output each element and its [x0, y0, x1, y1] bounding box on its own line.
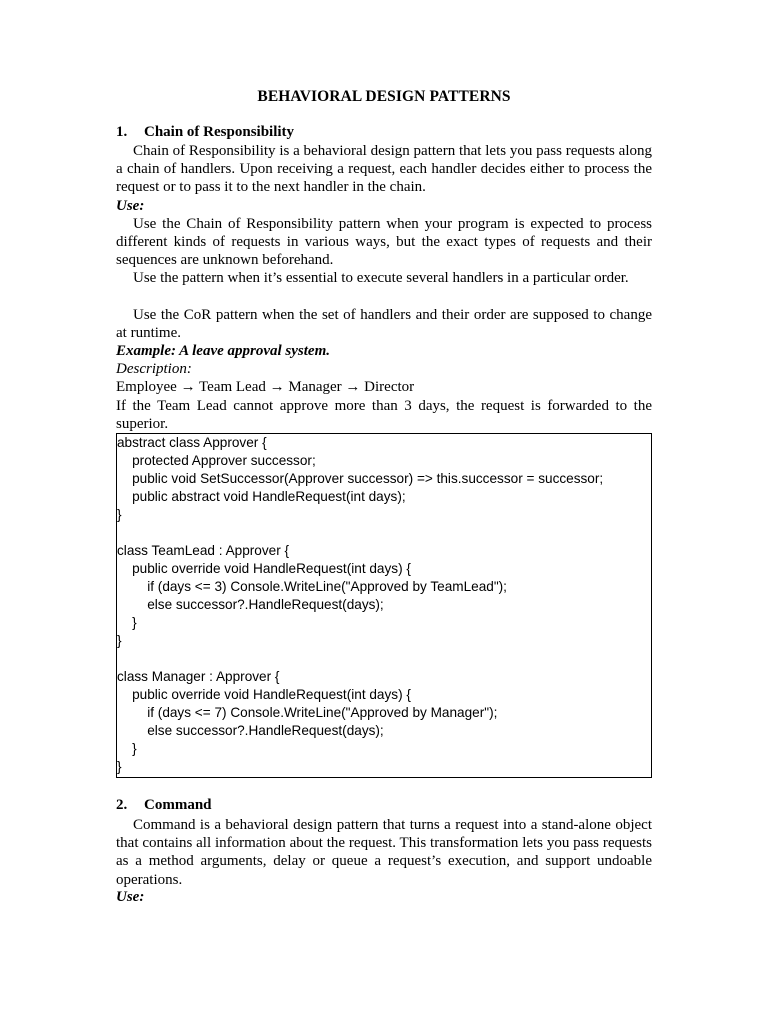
section-1-number: 1.: [116, 124, 128, 140]
section-1-use-item-2: Use the pattern when it’s essential to execute several handlers in a particular order.: [133, 270, 629, 286]
section-2-use-label: Use:: [116, 889, 145, 905]
code-line: if (days <= 3) Console.WriteLine("Approved by TeamLead");: [117, 579, 507, 594]
example-label: Example: A leave approval system.: [116, 343, 330, 359]
code-line: }: [117, 615, 137, 630]
section-2-title: Command: [144, 797, 212, 813]
description-text: If the Team Lead cannot approve more than 3 days, the request is forwarded to the superior.: [116, 398, 652, 433]
section-1-use-item-3: Use the CoR pattern when the set of handlers and their order are supposed to change at runtime.: [116, 307, 652, 342]
code-line: }: [117, 759, 122, 774]
section-1-use-item-1: Use the Chain of Responsibility pattern when your program is expected to process different kinds of requests in various ways, but the exact types of requests and their sequences are unknown beforehand.: [116, 216, 652, 269]
code-line: }: [117, 633, 122, 648]
code-line: public override void HandleRequest(int days) {: [117, 561, 411, 576]
section-1-use-label: Use:: [116, 198, 145, 214]
code-line: }: [117, 507, 122, 522]
section-1-heading: [116, 124, 294, 141]
code-line: class TeamLead : Approver {: [117, 543, 290, 558]
code-line: protected Approver successor;: [117, 453, 316, 468]
code-block: [116, 433, 652, 778]
page-title: BEHAVIORAL DESIGN PATTERNS: [257, 88, 511, 105]
code-line: class Manager : Approver {: [117, 669, 280, 684]
section-2-heading: [116, 797, 212, 814]
section-2-number: 2.: [116, 797, 128, 813]
code-line: }: [117, 741, 137, 756]
section-1-intro: Chain of Responsibility is a behavioral design pattern that lets you pass requests along a chain of handlers. Upon receiving a request, each handler decides either to process the request or to pass it to the next handler in the chain.: [116, 143, 652, 196]
section-1-title: Chain of Responsibility: [144, 124, 295, 140]
code-line: public override void HandleRequest(int days) {: [117, 687, 411, 702]
section-2-intro: Command is a behavioral design pattern that turns a request into a stand-alone object that contains all information about the request. This transformation lets you pass requests as a method arguments, delay or queue a request’s execution, and support undoable operations.: [116, 817, 652, 888]
description-label: Description:: [116, 361, 192, 377]
code-line: public abstract void HandleRequest(int days);: [117, 489, 406, 504]
code-line: public void SetSuccessor(Approver successor) => this.successor = successor;: [117, 471, 604, 486]
code-line: else successor?.HandleRequest(days);: [117, 597, 384, 612]
code-line: abstract class Approver {: [117, 435, 267, 450]
approval-chain: Employee → Team Lead → Manager → Director: [116, 379, 415, 395]
code-line: if (days <= 7) Console.WriteLine("Approved by Manager");: [117, 705, 498, 720]
code-line: else successor?.HandleRequest(days);: [117, 723, 384, 738]
